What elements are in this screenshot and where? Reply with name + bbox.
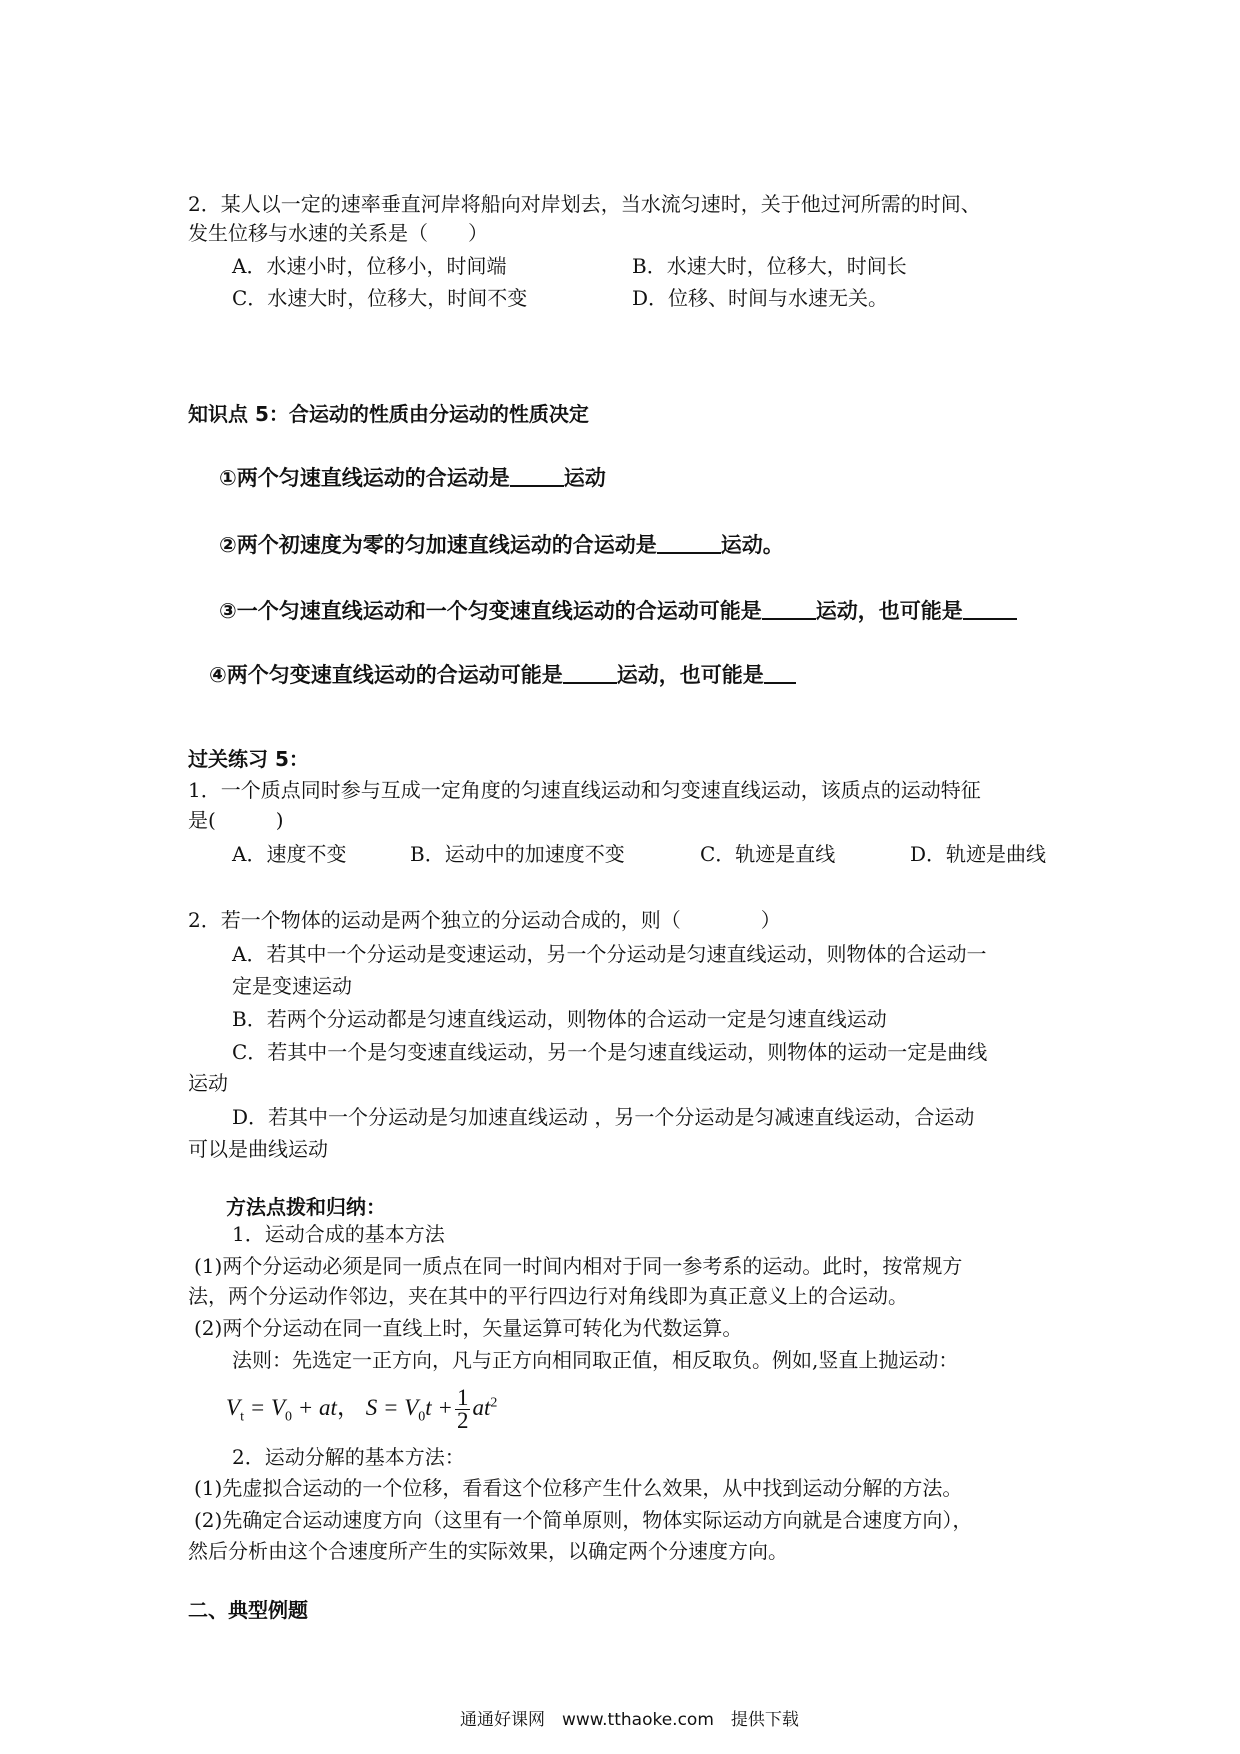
- p5-q1-line2: 是( ): [188, 808, 284, 832]
- p5-q1-option-c: C．轨迹是直线: [700, 842, 836, 866]
- fraction-one-half: $\frac{1}{2}$: [456, 1384, 469, 1433]
- p5-title: 过关练习 5：: [188, 747, 309, 771]
- method-section-2: 2．运动分解的基本方法：: [232, 1445, 465, 1469]
- fill-blank[interactable]: [764, 662, 796, 684]
- method-s1-rule: 法则：先选定一正方向，凡与正方向相同取正值，相反取负。例如,竖直上抛运动：: [232, 1348, 959, 1372]
- formula-displacement: $S = V_0t$ + $\frac{1}{2}$ $at^2$: [365, 1384, 498, 1433]
- section-2-heading: 二、典型例题: [188, 1598, 308, 1622]
- p5-q2-option-d-line2: 可以是曲线运动: [188, 1137, 328, 1161]
- p5-q2-option-a-line2: 定是变速运动: [232, 974, 352, 998]
- k5-title: 知识点 5：合运动的性质由分运动的性质决定: [188, 402, 589, 426]
- method-section-1: 1．运动合成的基本方法: [232, 1222, 445, 1246]
- q2-option-d: D．位移、时间与水速无关。: [632, 286, 889, 310]
- k5-item4-text: ④两个匀变速直线运动的合运动可能是: [209, 663, 563, 687]
- q2-option-a: A．水速小时，位移小，时间端: [232, 254, 507, 278]
- p5-q2-option-d-line1: D．若其中一个分运动是匀加速直线运动 ，另一个分运动是匀减速直线运动，合运动: [232, 1105, 975, 1129]
- q2-stem-line1: 2．某人以一定的速率垂直河岸将船向对岸划去，当水流匀速时，关于他过河所需的时间、: [188, 192, 981, 216]
- k5-item-1: [219, 464, 606, 492]
- method-s2-p2-line2: 然后分析由这个合速度所产生的实际效果，以确定两个分速度方向。: [188, 1539, 788, 1563]
- q2-option-c: C．水速大时，位移大，时间不变: [232, 286, 528, 310]
- p5-q2-option-c-line1: C．若其中一个是匀变速直线运动，另一个是匀速直线运动，则物体的运动一定是曲线: [232, 1040, 988, 1064]
- fill-blank[interactable]: [762, 598, 816, 620]
- method-s1-p1-line2: 法，两个分运动作邻边，夹在其中的平行四边行对角线即为真正意义上的合运动。: [188, 1284, 908, 1308]
- p5-q2-option-b: B．若两个分运动都是匀速直线运动，则物体的合运动一定是匀速直线运动: [232, 1007, 887, 1031]
- page-footer: 通通好课网 www.tthaoke.com 提供下载: [460, 1710, 799, 1730]
- q2-stem-line2: 发生位移与水速的关系是（ ）: [188, 221, 488, 245]
- p5-q2-option-c-line2: 运动: [188, 1071, 228, 1095]
- method-s1-p2: (2)两个分运动在同一直线上时，矢量运算可转化为代数运算。: [194, 1316, 743, 1340]
- method-title: 方法点拨和归纳：: [226, 1195, 386, 1219]
- fill-blank[interactable]: [563, 662, 617, 684]
- p5-q1-option-a: A．速度不变: [232, 842, 347, 866]
- k5-item1-text: ①两个匀速直线运动的合运动是: [219, 466, 510, 490]
- p5-q2-stem: 2．若一个物体的运动是两个独立的分运动合成的，则（ ）: [188, 908, 781, 932]
- k5-item-2: [219, 531, 784, 559]
- formula-separator: ，: [336, 1394, 360, 1420]
- k5-item3-suffix: 运动，也可能是: [815, 599, 963, 623]
- fill-blank[interactable]: [657, 532, 721, 554]
- formula-line: [226, 1378, 497, 1442]
- k5-item4-suffix: 运动，也可能是: [616, 663, 764, 687]
- p5-q1-line1: 1．一个质点同时参与互成一定角度的匀速直线运动和匀变速直线运动，该质点的运动特征: [188, 778, 981, 802]
- method-s2-p1: (1)先虚拟合运动的一个位移，看看这个位移产生什么效果，从中找到运动分解的方法。: [194, 1476, 963, 1500]
- method-s2-p2-line1: (2)先确定合运动速度方向（这里有一个简单原则，物体实际运动方向就是合速度方向），: [194, 1508, 973, 1532]
- q2-option-b: B．水速大时，位移大，时间长: [632, 254, 907, 278]
- p5-q1-option-d: D．轨迹是曲线: [910, 842, 1047, 866]
- method-s1-p1-line1: (1)两个分运动必须是同一质点在同一时间内相对于同一参考系的运动。此时，按常规方: [194, 1254, 963, 1278]
- k5-item3-text: ③一个匀速直线运动和一个匀变速直线运动的合运动可能是: [219, 599, 762, 623]
- formula-velocity: $V_t = V_0$ + at: [226, 1394, 337, 1425]
- fill-blank[interactable]: [963, 598, 1017, 620]
- p5-q2-option-a-line1: A．若其中一个分运动是变速运动，另一个分运动是匀速直线运动，则物体的合运动一: [232, 942, 987, 966]
- fill-blank[interactable]: [510, 465, 564, 487]
- k5-item2-text: ②两个初速度为零的匀加速直线运动的合运动是: [219, 533, 657, 557]
- k5-item-4: [209, 661, 796, 689]
- p5-q1-option-b: B．运动中的加速度不变: [410, 842, 625, 866]
- k5-item2-suffix: 运动。: [720, 533, 784, 557]
- k5-item-3: [219, 597, 1017, 625]
- k5-item1-suffix: 运动: [563, 466, 606, 490]
